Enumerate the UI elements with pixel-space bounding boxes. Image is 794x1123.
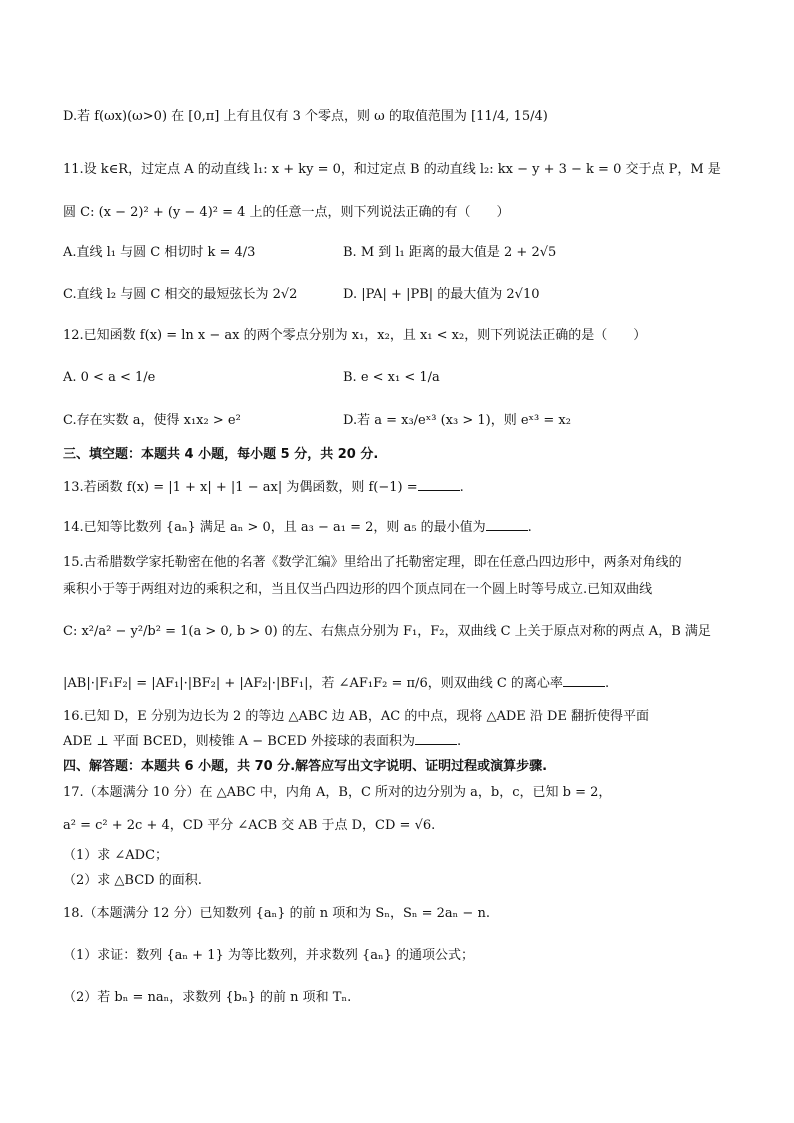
q15-line1: 15.古希腊数学家托勒密在他的名著《数学汇编》里给出了托勒密定理，即在任意凸四边形中，两条对角线的 — [63, 555, 682, 570]
q15-line4: |AB|·|F₁F₂| = |AF₁|·|BF₂| + |AF₂|·|BF₁|，若 ∠AF₁F₂ = π/6，则双曲线 C 的离心率 . — [63, 676, 610, 691]
q11-option-b: B. M 到 l₁ 距离的最大值是 2 + 2√5 — [343, 245, 557, 260]
q11-option-a: A.直线 l₁ 与圆 C 相切时 k = 4/3 — [63, 245, 256, 260]
q17-part2: （2）求 △BCD 的面积. — [63, 873, 202, 888]
q11-option-d: D. |PA| + |PB| 的最大值为 2√10 — [343, 287, 540, 302]
q12-option-a: A. 0 < a < 1/e — [63, 370, 156, 385]
q11-stem-line2: 圆 C: (x − 2)² + (y − 4)² = 4 上的任意一点，则下列说法正确的有（ ） — [63, 205, 510, 220]
answer-blank[interactable] — [418, 478, 460, 491]
q14-text: 14.已知等比数列 {aₙ} 满足 aₙ > 0，且 a₃ − a₁ = 2，则 a₅ 的最小值为 — [63, 520, 486, 535]
answer-blank[interactable] — [415, 732, 457, 745]
answer-blank[interactable] — [486, 518, 528, 531]
q16-line2: ADE ⊥ 平面 BCED，则棱锥 A − BCED 外接球的表面积为 . — [63, 734, 462, 749]
q10-option-d: D.若 f(ωx)(ω>0) 在 [0,π] 上有且仅有 3 个零点，则 ω 的取值范围为 [11/4, 15/4) — [63, 109, 548, 124]
q15-line4-text: |AB|·|F₁F₂| = |AF₁|·|BF₂| + |AF₂|·|BF₁|，若 ∠AF₁F₂ = π/6，则双曲线 C 的离心率 — [63, 676, 563, 691]
q13-text: 13.若函数 f(x) = |1 + x| + |1 − ax| 为偶函数，则 f(−1) = — [63, 480, 418, 495]
q12-option-d: D.若 a = x₃/eˣ³ (x₃ > 1)，则 eˣ³ = x₂ — [343, 413, 571, 428]
q11-stem-line1: 11.设 k∈R，过定点 A 的动直线 l₁: x + ky = 0，和过定点 B 的动直线 l₂: kx − y + 3 − k = 0 交于点 P，M 是 — [63, 162, 721, 177]
q16-line2-text: ADE ⊥ 平面 BCED，则棱锥 A − BCED 外接球的表面积为 — [63, 734, 416, 749]
q13: 13.若函数 f(x) = |1 + x| + |1 − ax| 为偶函数，则 f(−1) = . — [63, 480, 464, 495]
q18-line1: 18.（本题满分 12 分）已知数列 {aₙ} 的前 n 项和为 Sₙ，Sₙ = 2aₙ − n. — [63, 906, 490, 921]
answer-blank[interactable] — [563, 674, 605, 687]
q15-line3: C: x²/a² − y²/b² = 1(a > 0, b > 0) 的左、右焦点分别为 F₁，F₂，双曲线 C 上关于原点对称的两点 A，B 满足 — [63, 624, 711, 639]
q18-part1: （1）求证：数列 {aₙ + 1} 为等比数列，并求数列 {aₙ} 的通项公式； — [63, 948, 475, 963]
q17-line1: 17.（本题满分 10 分）在 △ABC 中，内角 A，B，C 所对的边分别为 a，b，c，已知 b = 2， — [63, 785, 612, 800]
section4-heading: 四、解答题：本题共 6 小题，共 70 分.解答应写出文字说明、证明过程或演算步骤. — [63, 759, 548, 774]
q15-line2: 乘积小于等于两组对边的乘积之和，当且仅当凸四边形的四个顶点同在一个圆上时等号成立.已知双曲线 — [63, 582, 653, 597]
q11-option-c: C.直线 l₂ 与圆 C 相交的最短弦长为 2√2 — [63, 287, 298, 302]
q12-stem: 12.已知函数 f(x) = ln x − ax 的两个零点分别为 x₁，x₂，且 x₁ < x₂，则下列说法正确的是（ ） — [63, 328, 647, 343]
q14: 14.已知等比数列 {aₙ} 满足 aₙ > 0，且 a₃ − a₁ = 2，则 a₅ 的最小值为 . — [63, 520, 532, 535]
q17-line2: a² = c² + 2c + 4，CD 平分 ∠ACB 交 AB 于点 D，CD = √6. — [63, 818, 436, 833]
section3-heading: 三、填空题：本题共 4 小题，每小题 5 分，共 20 分. — [63, 447, 379, 462]
q17-part1: （1）求 ∠ADC； — [63, 848, 169, 863]
q16-line1: 16.已知 D，E 分别为边长为 2 的等边 △ABC 边 AB，AC 的中点，现将 △ADE 沿 DE 翻折使得平面 — [63, 709, 650, 724]
q12-option-b: B. e < x₁ < 1/a — [343, 370, 440, 385]
q18-part2: （2）若 bₙ = naₙ，求数列 {bₙ} 的前 n 项和 Tₙ. — [63, 990, 352, 1005]
q12-option-c: C.存在实数 a，使得 x₁x₂ > e² — [63, 413, 241, 428]
